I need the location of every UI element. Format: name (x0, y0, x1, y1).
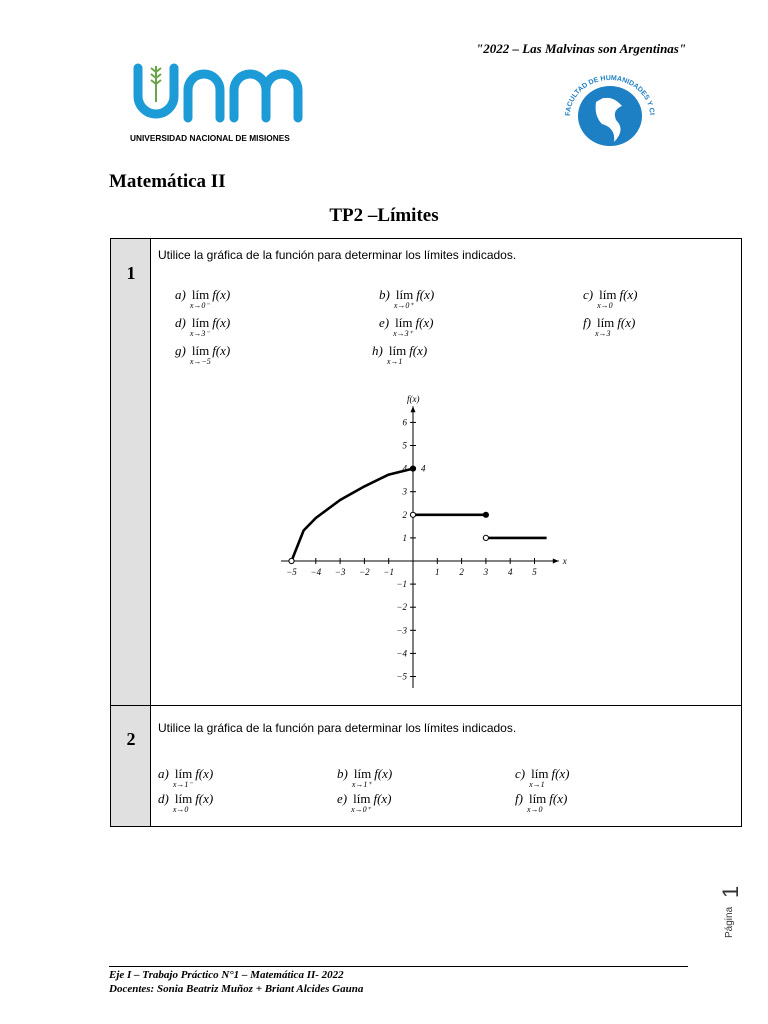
y-tick-label: −2 (396, 602, 407, 613)
y-axis-label: f(x) (407, 394, 420, 405)
y-tick-label: −1 (396, 579, 407, 590)
limit-item: d) lím x→0 f(x) (158, 791, 214, 814)
motto: "2022 – Las Malvinas son Argentinas" (476, 41, 687, 56)
exercise-number: 2 (126, 729, 136, 749)
subject-title: Matemática II (109, 171, 226, 192)
function-graph (281, 389, 601, 689)
faculty-seal (560, 72, 660, 154)
x-axis-label: x (562, 556, 567, 566)
faculty-seal-text: FACULTAD DE HUMANIDADES Y CI (564, 74, 655, 117)
x-tick-label: 5 (532, 567, 537, 577)
limit-item: h) lím x→1 f(x) (372, 343, 428, 366)
x-tick-label: −1 (383, 567, 394, 577)
y-tick-label: 2 (402, 509, 407, 520)
y-tick-label: 3 (402, 486, 407, 497)
limit-item: g) lím x→−5 f(x) (175, 343, 231, 366)
filled-point (410, 466, 415, 471)
y-tick-label: −5 (396, 671, 407, 682)
page-digit: 1 (718, 885, 743, 898)
open-point (289, 558, 294, 563)
row-separator (111, 705, 741, 706)
page-word: Página (724, 906, 735, 938)
y-tick-label: 1 (402, 532, 407, 543)
graph-axes (281, 394, 567, 688)
exercise-instruction: Utilice la gráfica de la función para determinar los límites indicados. (158, 721, 517, 735)
open-point (483, 535, 488, 540)
function-segment (292, 469, 414, 561)
limit-item: f) lím x→0 f(x) (515, 791, 568, 814)
unam-logo (130, 62, 310, 146)
exercise-table (110, 238, 742, 827)
x-tick-label: −2 (359, 567, 370, 577)
x-tick-label: −5 (286, 567, 297, 577)
y-axis-arrow (411, 406, 416, 412)
x-tick-label: 4 (507, 567, 513, 577)
exercise-number: 1 (126, 263, 136, 283)
filled-point (483, 512, 488, 517)
x-tick-label: 1 (435, 567, 440, 577)
limit-item: c) lím x→1 f(x) (515, 766, 570, 789)
footer-line-2: Docentes: Sonia Beatriz Muñoz + Briant Alcides Gauna (109, 983, 364, 995)
x-tick-label: −4 (310, 567, 322, 577)
graph-ticks (286, 417, 537, 681)
x-tick-label: 2 (459, 567, 464, 577)
x-axis-arrow (553, 559, 559, 564)
point-value-label: 4 (421, 463, 426, 474)
exercise-instruction: Utilice la gráfica de la función para determinar los límites indicados. (158, 248, 517, 262)
limit-item: a) lím x→1⁻ f(x) (158, 766, 214, 789)
page-number (718, 868, 743, 938)
y-tick-label: −4 (396, 648, 407, 659)
footer-line-1: Eje I – Trabajo Práctico N°1 – Matemática II- 2022 (109, 969, 344, 981)
limit-item: b) lím x→1⁺ f(x) (337, 766, 393, 789)
limit-item: b) lím x→0⁺ f(x) (379, 287, 435, 310)
y-tick-label: 5 (402, 440, 407, 451)
open-point (410, 512, 415, 517)
limit-item: e) lím x→3⁺ f(x) (379, 315, 434, 338)
y-tick-label: 4 (402, 463, 407, 474)
document-title: TP2 –Límites (329, 205, 439, 226)
y-tick-label: −3 (396, 625, 407, 636)
limit-item: f) lím x→3 f(x) (583, 315, 636, 338)
graph-plot (289, 464, 547, 564)
footer-rule (109, 966, 688, 967)
limit-item: d) lím x→3⁻ f(x) (175, 315, 231, 338)
y-tick-label: 6 (402, 417, 407, 428)
x-tick-label: 3 (483, 567, 489, 577)
limit-item: e) lím x→0⁺ f(x) (337, 791, 392, 814)
limit-item: a) lím x→0⁻ f(x) (175, 287, 231, 310)
university-name: UNIVERSIDAD NACIONAL DE MISIONES (130, 133, 290, 143)
limit-item: c) lím x→0 f(x) (583, 287, 638, 310)
x-tick-label: −3 (334, 567, 346, 577)
